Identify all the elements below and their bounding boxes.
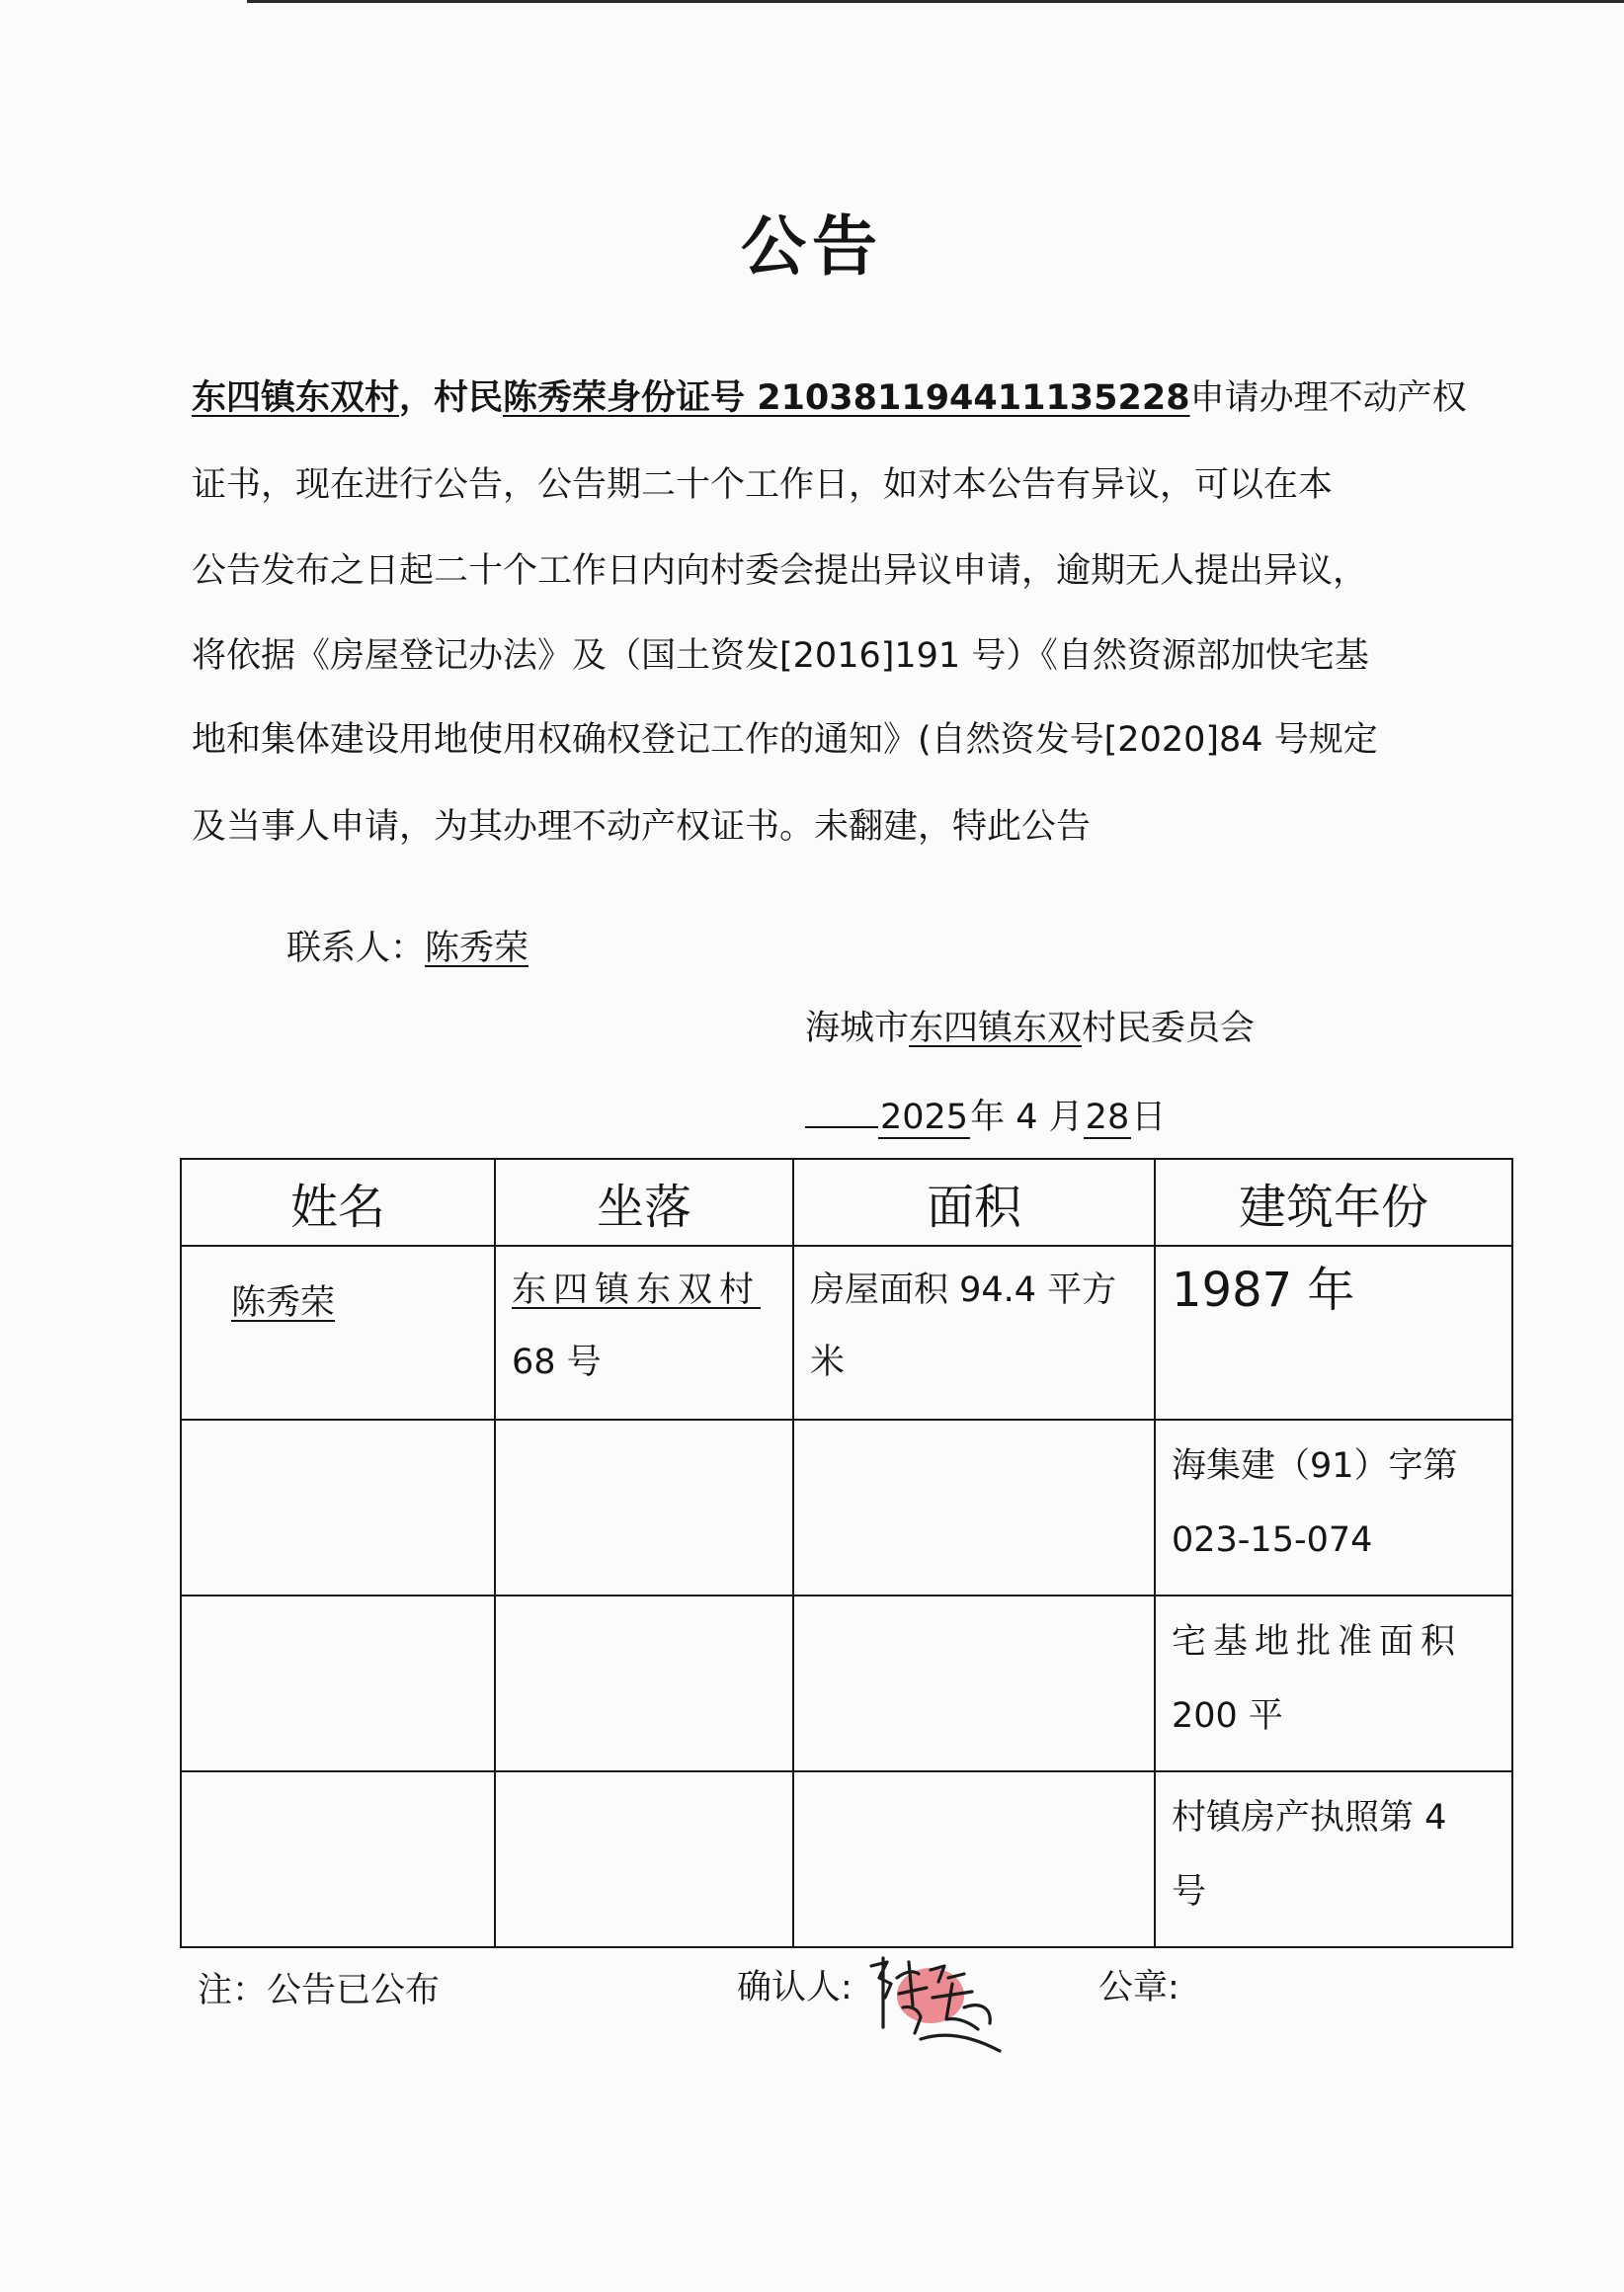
- year-note-line-2: 号: [1172, 1872, 1207, 1912]
- contact: [286, 924, 528, 973]
- owner-name: 陈秀荣: [231, 1283, 336, 1323]
- confirm-label: 确认人:: [737, 1968, 853, 2007]
- villager-name-id: 陈秀荣身份证号 210381194411135228: [503, 378, 1190, 418]
- seal-label: 公章:: [1098, 1968, 1179, 2007]
- notice-line-1-rest: 申请办理不动产权: [1189, 378, 1467, 418]
- area-line-1: 房屋面积 94.4 平方: [810, 1270, 1117, 1310]
- cell-year: [1155, 1596, 1512, 1771]
- year-note-line-2: 023-15-074: [1172, 1520, 1373, 1560]
- cell-year: [1155, 1420, 1512, 1596]
- date-day-unit: 日: [1131, 1098, 1167, 1137]
- notice-line-1: [192, 373, 1467, 423]
- date-year-unit: 年: [970, 1098, 1006, 1137]
- notice-line-6: 及当事人申请，为其办理不动产权证书。未翻建，特此公告: [192, 807, 1092, 847]
- cell-area: [793, 1596, 1155, 1771]
- date-month-unit: 月: [1048, 1098, 1084, 1137]
- table-row: [181, 1771, 1512, 1947]
- notice-date: [805, 1093, 1166, 1142]
- cell-year: [1155, 1771, 1512, 1947]
- header-area: 面积: [793, 1159, 1155, 1246]
- cell-location: [495, 1596, 793, 1771]
- property-table: [180, 1158, 1513, 1948]
- year-note-line-1: 海集建（91）字第: [1172, 1446, 1458, 1486]
- committee-town: 东四镇东双: [909, 1009, 1083, 1048]
- footer-note: 注：公告已公布: [198, 1971, 441, 2010]
- location-text: 东四镇东双村: [512, 1270, 762, 1310]
- header-location: 坐落: [495, 1159, 793, 1246]
- committee-suffix: 村民委员会: [1082, 1009, 1256, 1048]
- village-name: 东四镇东双村: [192, 378, 400, 418]
- cell-name: [181, 1246, 495, 1420]
- table-row: [181, 1246, 1512, 1420]
- notice-line-4: 将依据《房屋登记办法》及（国土资发[2016]191 号）《自然资源部加快宅基: [192, 636, 1369, 676]
- date-year: 2025: [880, 1098, 969, 1137]
- area-line-2: 米: [810, 1343, 846, 1382]
- table-row: [181, 1596, 1512, 1771]
- location-line-1: [512, 1261, 778, 1320]
- year-note-line-1: 村镇房产执照第 4: [1172, 1798, 1447, 1838]
- header-year: 建筑年份: [1155, 1159, 1512, 1246]
- cell-area: [793, 1420, 1155, 1596]
- handwritten-signature: [861, 1948, 1059, 2067]
- date-blank: [805, 1097, 878, 1128]
- contact-label: 联系人：: [286, 929, 426, 968]
- cell-location: [495, 1246, 793, 1420]
- cell-name: [181, 1771, 495, 1947]
- villager-label: ，村民: [399, 378, 504, 418]
- date-month: 4: [1015, 1098, 1038, 1137]
- notice-line-5: 地和集体建设用地使用权确权登记工作的通知》(自然资发号[2020]84 号规定: [192, 720, 1378, 760]
- scan-edge: [247, 0, 1624, 3]
- cell-area: [793, 1246, 1155, 1420]
- cell-year: 1987 年: [1155, 1246, 1512, 1420]
- notice-line-2: 证书，现在进行公告，公告期二十个工作日，如对本公告有异议，可以在本: [192, 465, 1334, 505]
- cell-name: [181, 1596, 495, 1771]
- table-row: [181, 1420, 1512, 1596]
- committee-name: [805, 1004, 1255, 1053]
- cell-location: [495, 1771, 793, 1947]
- cell-location: [495, 1420, 793, 1596]
- notice-line-3: 公告发布之日起二十个工作日内向村委会提出异议申请，逾期无人提出异议，: [192, 551, 1368, 591]
- cell-name: [181, 1420, 495, 1596]
- year-note-line-1: 宅基地批准面积: [1172, 1622, 1463, 1662]
- header-name: 姓名: [181, 1159, 495, 1246]
- date-day: 28: [1085, 1098, 1130, 1137]
- location-line-2: 68 号: [512, 1343, 602, 1382]
- year-note-line-2: 200 平: [1172, 1696, 1283, 1736]
- committee-prefix: 海城市: [805, 1009, 910, 1048]
- contact-name: 陈秀荣: [425, 929, 529, 968]
- cell-area: [793, 1771, 1155, 1947]
- page-title: 公告: [741, 208, 883, 285]
- table-header-row: [181, 1159, 1512, 1246]
